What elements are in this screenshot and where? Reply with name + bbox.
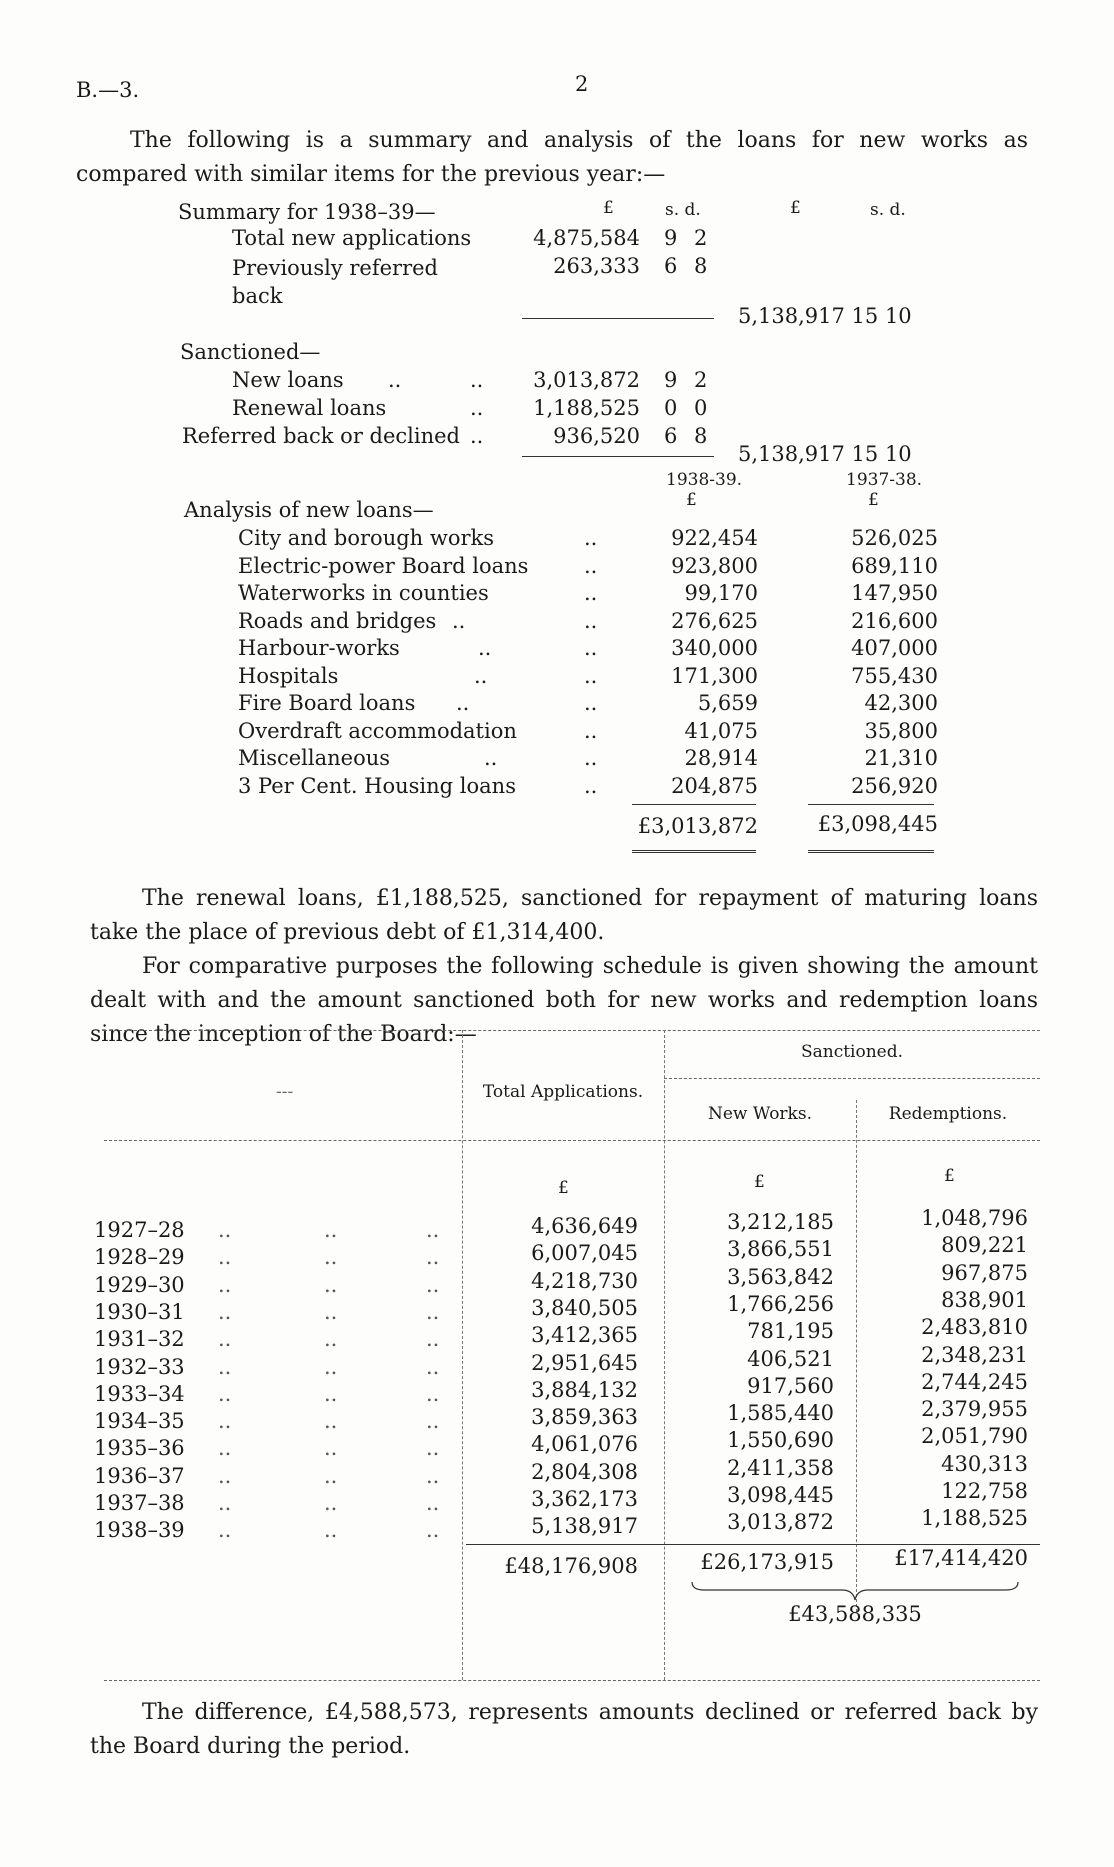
summary-item-pounds: 263,333 [553,254,640,278]
leader-dots: .. [324,1327,338,1352]
analysis-col1-unit: £ [686,490,697,510]
leader-dots: .. [324,1272,338,1297]
sanctioned-item-label: Renewal loans [232,396,387,420]
leader-dots: .. [478,636,492,660]
leader-dots: .. [324,1518,338,1543]
leader-dots: .. [584,553,598,578]
schedule-row-total: 3,859,363 [531,1405,638,1430]
leader-dots: .. [470,396,484,420]
leader-dots: .. [484,746,498,770]
schedule-top-rule [104,1030,1040,1031]
leader-dots: .. [324,1299,338,1324]
schedule-row-total: 4,061,076 [531,1432,638,1457]
analysis-row-value-1938: 5,659 [697,691,758,715]
analysis-row-label: Hospitals [238,663,339,688]
leader-dots: .. [218,1327,232,1352]
leader-dots: .. [584,746,598,770]
schedule-blank-header: --- [276,1082,294,1102]
analysis-row-value-1937: 256,920 [851,773,938,798]
brace-icon [690,1580,1020,1604]
leader-dots: .. [218,1518,232,1543]
schedule-row-new-works: 1,585,440 [727,1401,834,1426]
schedule-row-total: 2,951,645 [531,1350,638,1375]
analysis-double-rule-col2 [808,850,934,853]
leader-dots: .. [426,1436,440,1461]
leader-dots: .. [426,1218,440,1242]
sanctioned-item-pounds: 3,013,872 [533,368,640,392]
schedule-row-total: 3,840,505 [531,1295,638,1320]
analysis-row-value-1937: 147,950 [851,581,938,605]
schedule-row-year: 1932–33 [94,1354,185,1379]
schedule-subheader-rule [664,1078,1040,1079]
leader-dots: .. [218,1409,232,1434]
leader-dots: .. [584,608,598,633]
schedule-total-new-works: £26,173,915 [700,1550,834,1574]
schedule-row-total: 6,007,045 [531,1241,638,1266]
leader-dots: .. [452,608,466,633]
sanctioned-item-shillings: 0 [664,396,678,420]
schedule-row-new-works: 1,550,690 [727,1428,834,1453]
leader-dots: .. [584,636,598,660]
sanctioned-item-label: New loans [232,368,344,392]
page-number: 2 [575,72,589,96]
schedule-row-total: 3,884,132 [531,1377,638,1402]
schedule-row-year: 1930–31 [94,1299,185,1324]
leader-dots: .. [474,663,488,688]
document-reference: B.—3. [76,78,140,102]
analysis-total-col2: £3,098,445 [817,812,938,836]
schedule-unit-red: £ [944,1166,955,1186]
schedule-grand-total: £43,588,335 [788,1602,922,1626]
intro-paragraph: The following is a summary and analysis of the loans for new works as compared with similar items for the previous year:— [76,128,1028,187]
leader-dots: .. [324,1245,338,1270]
summary-rule [522,318,714,319]
analysis-row-label: 3 Per Cent. Housing loans [238,773,516,798]
schedule-row-year: 1934–35 [94,1409,185,1434]
schedule-row-new-works: 2,411,358 [727,1455,834,1480]
analysis-row-label: Waterworks in counties [238,581,489,605]
leader-dots: .. [584,663,598,688]
leader-dots: .. [324,1409,338,1434]
schedule-row-new-works: 3,563,842 [727,1264,834,1289]
schedule-row-year: 1929–30 [94,1272,185,1297]
schedule-row-redemptions: 2,379,955 [921,1397,1028,1422]
schedule-row-redemptions: 838,901 [941,1287,1028,1312]
leader-dots: .. [218,1491,232,1515]
schedule-row-redemptions: 122,758 [941,1479,1028,1503]
analysis-col2-year: 1937-38. [846,470,923,490]
sanctioned-rule [522,456,714,457]
schedule-row-new-works: 3,013,872 [727,1510,834,1535]
analysis-col2-unit: £ [868,490,879,510]
leader-dots: .. [324,1463,338,1488]
summary-total-sd-header: s. d. [870,200,906,220]
leader-dots: .. [456,691,470,715]
schedule-col-divider [462,1030,463,1680]
analysis-row-value-1938: 276,625 [671,608,758,633]
schedule-header-total: Total Applications. [482,1082,644,1102]
leader-dots: .. [426,1245,440,1270]
schedule-row-total: 2,804,308 [531,1459,638,1484]
leader-dots: .. [388,368,402,392]
analysis-row-value-1937: 526,025 [851,526,938,550]
leader-dots: .. [324,1218,338,1242]
schedule-row-new-works: 406,521 [747,1346,834,1371]
leader-dots: .. [584,526,598,550]
schedule-row-total: 3,362,173 [531,1487,638,1511]
schedule-row-year: 1933–34 [94,1381,185,1406]
summary-item-pence: 2 [694,226,708,250]
leader-dots: .. [324,1436,338,1461]
leader-dots: .. [426,1299,440,1324]
schedule-row-redemptions: 1,188,525 [921,1506,1028,1531]
sanctioned-item-label: Referred back or declined [182,424,461,448]
schedule-header-new-works: New Works. [707,1104,812,1124]
summary-item-label: Total new applications [232,226,472,250]
leader-dots: .. [426,1491,440,1515]
summary-item-pounds: 4,875,584 [533,226,640,250]
leader-dots: .. [426,1354,440,1379]
leader-dots: .. [218,1436,232,1461]
schedule-row-redemptions: 2,051,790 [921,1424,1028,1449]
analysis-row-value-1938: 41,075 [684,718,758,743]
leader-dots: .. [218,1272,232,1297]
leader-dots: .. [218,1354,232,1379]
leader-dots: .. [470,424,484,448]
leader-dots: .. [218,1245,232,1270]
schedule-row-total: 3,412,365 [531,1323,638,1348]
summary-total-pound-header: £ [790,198,801,218]
analysis-row-value-1937: 407,000 [851,636,938,660]
schedule-row-new-works: 3,866,551 [727,1237,834,1262]
analysis-row-value-1937: 35,800 [864,718,938,743]
summary-title: Summary for 1938–39— [178,200,436,224]
schedule-unit-new: £ [754,1172,765,1192]
leader-dots: .. [324,1354,338,1379]
analysis-row-label: Miscellaneous [238,746,391,770]
analysis-row-label: Overdraft accommodation [238,718,517,743]
schedule-row-year: 1927–28 [94,1218,185,1242]
leader-dots: .. [426,1381,440,1406]
leader-dots: .. [584,773,598,798]
analysis-rule-col1 [632,804,756,805]
schedule-row-year: 1935–36 [94,1436,185,1461]
leader-dots: .. [426,1463,440,1488]
analysis-col1-year: 1938-39. [666,470,743,490]
analysis-row-value-1937: 689,110 [851,553,938,578]
leader-dots: .. [470,368,484,392]
leader-dots: .. [218,1299,232,1324]
analysis-row-label: City and borough works [238,526,495,550]
schedule-row-new-works: 781,195 [747,1319,834,1344]
analysis-row-value-1938: 204,875 [671,773,758,798]
sanctioned-item-pence: 2 [694,368,708,392]
leader-dots: .. [584,581,598,605]
schedule-row-new-works: 1,766,256 [727,1291,834,1316]
schedule-row-total: 4,636,649 [531,1214,638,1238]
leader-dots: .. [218,1463,232,1488]
sanctioned-item-shillings: 6 [664,424,678,448]
leader-dots: .. [324,1381,338,1406]
schedule-row-redemptions: 2,348,231 [921,1342,1028,1367]
leader-dots: .. [584,691,598,715]
analysis-row-value-1937: 755,430 [851,663,938,688]
renewal-paragraph: The renewal loans, £1,188,525, sanctioned for repayment of maturing loans take the place of previous debt of £1,314,400. [90,886,1038,945]
schedule-row-year: 1931–32 [94,1327,185,1352]
summary-total: 5,138,917 15 10 [738,304,912,328]
leader-dots: .. [426,1272,440,1297]
schedule-row-year: 1936–37 [94,1463,185,1488]
schedule-row-redemptions: 2,744,245 [921,1369,1028,1394]
analysis-row-label: Roads and bridges [238,608,437,633]
analysis-title: Analysis of new loans— [184,498,434,522]
analysis-row-value-1937: 216,600 [851,608,938,633]
sanctioned-item-pounds: 1,188,525 [533,396,640,420]
leader-dots: .. [218,1381,232,1406]
analysis-row-value-1938: 922,454 [671,526,758,550]
schedule-row-redemptions: 1,048,796 [921,1206,1028,1230]
schedule-col-divider [664,1030,665,1680]
analysis-row-label: Harbour-works [238,636,400,660]
analysis-row-value-1937: 21,310 [864,746,938,770]
sanctioned-item-pounds: 936,520 [553,424,640,448]
summary-item-label: Previously referred back [232,256,438,308]
schedule-row-year: 1928–29 [94,1245,185,1270]
analysis-row-label: Electric-power Board loans [238,553,529,578]
analysis-row-value-1938: 171,300 [671,663,758,688]
summary-item-pence: 8 [694,254,708,278]
summary-pound-header: £ [603,198,614,218]
leader-dots: .. [426,1409,440,1434]
leader-dots: .. [426,1327,440,1352]
schedule-row-new-works: 3,212,185 [727,1210,834,1234]
leader-dots: .. [218,1218,232,1242]
schedule-row-redemptions: 430,313 [941,1451,1028,1476]
sanctioned-item-shillings: 9 [664,368,678,392]
analysis-row-value-1937: 42,300 [864,691,938,715]
sanctioned-item-pence: 8 [694,424,708,448]
analysis-total-col1: £3,013,872 [637,814,758,838]
schedule-row-redemptions: 809,221 [941,1233,1028,1258]
schedule-header-rule [104,1140,1040,1141]
analysis-row-label: Fire Board loans [238,691,416,715]
schedule-total-rule [466,1544,1040,1545]
schedule-row-new-works: 917,560 [747,1373,834,1398]
schedule-header-sanctioned: Sanctioned. [800,1042,904,1062]
schedule-row-redemptions: 2,483,810 [921,1315,1028,1340]
summary-item-shillings: 6 [664,254,678,278]
schedule-total-applications: £48,176,908 [504,1554,638,1578]
sanctioned-item-pence: 0 [694,396,708,420]
schedule-row-total: 5,138,917 [531,1514,638,1539]
schedule-unit-total: £ [558,1178,569,1198]
comparative-paragraph: For comparative purposes the following schedule is given showing the amount dealt with and the amount sanctioned both for new works and redemption loans since the inception of the Board:— [90,954,1038,1047]
leader-dots: .. [324,1491,338,1515]
analysis-row-value-1938: 28,914 [684,746,758,770]
schedule-bottom-rule [104,1680,1040,1681]
leader-dots: .. [584,718,598,743]
analysis-row-value-1938: 923,800 [671,553,758,578]
schedule-header-redemptions: Redemptions. [888,1104,1008,1124]
schedule-col-divider [856,1100,857,1612]
summary-item-shillings: 9 [664,226,678,250]
schedule-row-total: 4,218,730 [531,1268,638,1293]
schedule-row-year: 1937–38 [94,1491,185,1515]
analysis-row-value-1938: 99,170 [684,581,758,605]
sanctioned-total: 5,138,917 15 10 [738,442,912,466]
analysis-rule-col2 [808,804,934,805]
difference-paragraph: The difference, £4,588,573, represents amounts declined or referred back by the Board during the period. [90,1700,1038,1759]
schedule-row-new-works: 3,098,445 [727,1483,834,1507]
schedule-total-redemptions: £17,414,420 [894,1546,1028,1570]
summary-sd-header: s. d. [665,200,701,220]
schedule-row-redemptions: 967,875 [941,1260,1028,1285]
leader-dots: .. [426,1518,440,1543]
analysis-double-rule-col1 [632,850,756,853]
schedule-row-year: 1938–39 [94,1518,185,1543]
sanctioned-title: Sanctioned— [180,340,321,364]
analysis-row-value-1938: 340,000 [671,636,758,660]
